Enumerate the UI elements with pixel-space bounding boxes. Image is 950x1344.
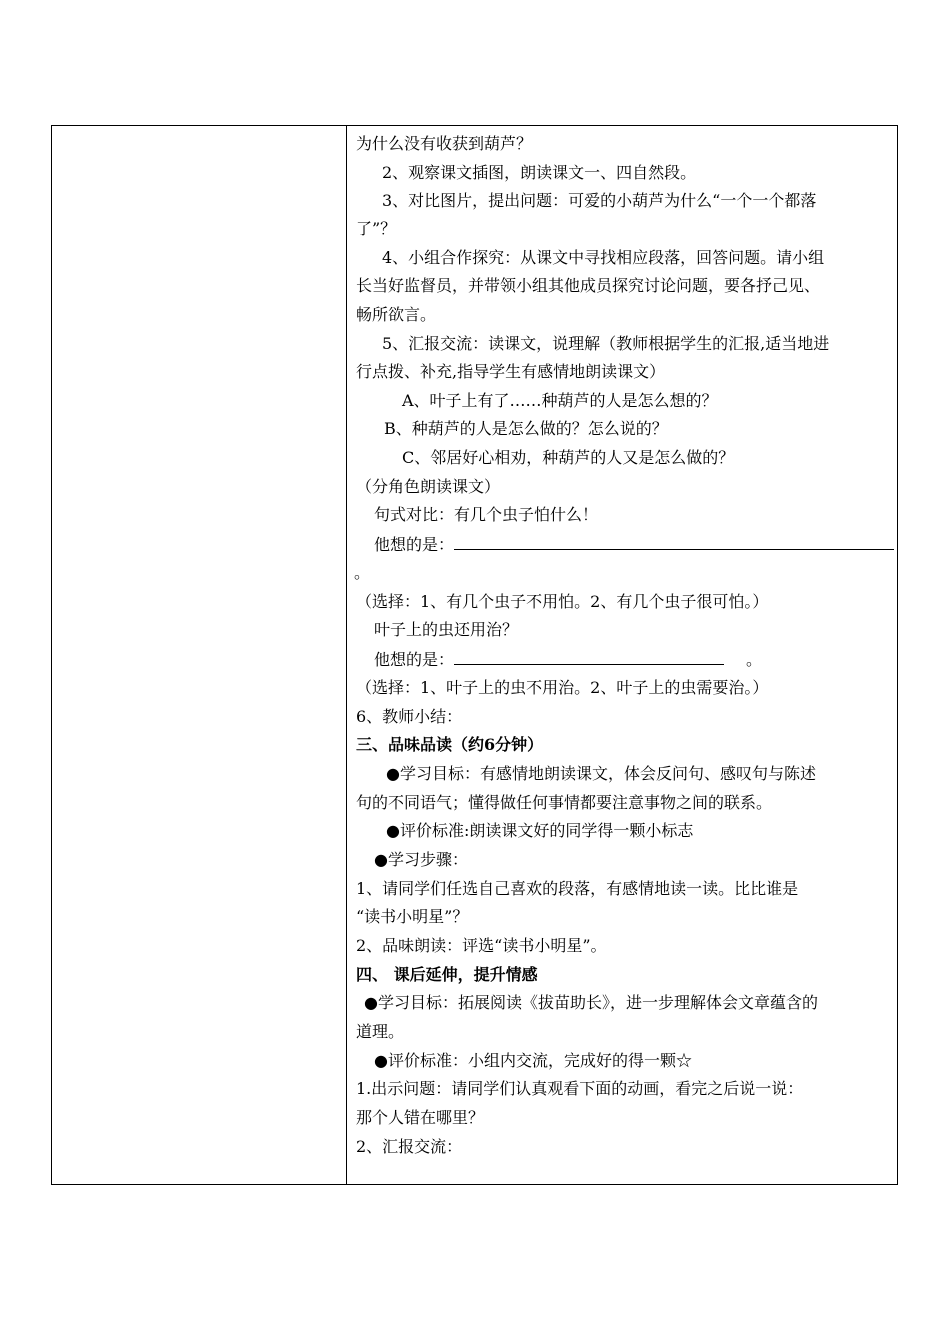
text-line: ●学习目标：拓展阅读《拔苗助长》，进一步理解体会文章蕴含的: [364, 993, 818, 1012]
text-line: 2、品味朗读：评选“读书小明星”。: [356, 936, 607, 955]
prompt-label: 他想的是：: [374, 535, 455, 554]
text-line: “读书小明星”？: [356, 907, 469, 926]
text-line: 1.出示问题：请同学们认真观看下面的动画，看完之后说一说：: [356, 1079, 804, 1098]
text-line: 为什么没有收获到葫芦？: [356, 134, 533, 153]
text-line: 行点拨、补充,指导学生有感情地朗读课文）: [356, 362, 666, 381]
section-heading: 三、品味品读（约6分钟）: [356, 735, 544, 754]
text-line: （选择：1、有几个虫子不用怕。2、有几个虫子很可怕。）: [356, 592, 769, 611]
text-line: 长当好监督员，并带领小组其他成员探究讨论问题，要各抒己见、: [356, 276, 821, 295]
text-line: A、叶子上有了……种葫芦的人是怎么想的？: [402, 391, 718, 410]
text-line: 了”？: [356, 219, 397, 238]
text-line: 道理。: [356, 1022, 405, 1041]
text-line: C、邻居好心相劝，种葫芦的人又是怎么做的？: [402, 448, 735, 467]
text-line: [374, 649, 762, 670]
text-line: 1、请同学们任选自己喜欢的段落，有感情地读一读。比比谁是: [356, 879, 799, 898]
text-line: [374, 534, 894, 555]
period: 。: [746, 650, 763, 669]
text-line: 3、对比图片，提出问题：可爱的小葫芦为什么“一个一个都落: [382, 191, 817, 210]
text-line: ●学习步骤：: [374, 850, 468, 869]
text-line: ●评价标准：小组内交流，完成好的得一颗☆: [374, 1051, 692, 1070]
text-line: 2、观察课文插图，朗读课文一、四自然段。: [382, 163, 697, 182]
text-line: ●评价标准:朗读课文好的同学得一颗小标志: [386, 821, 694, 840]
text-line: ●学习目标：有感情地朗读课文，体会反问句、感叹句与陈述: [386, 764, 816, 783]
left-column-cell: [52, 126, 347, 1184]
text-line: 畅所欲言。: [356, 305, 437, 324]
text-line: （分角色朗读课文）: [356, 477, 501, 496]
answer-blank: [454, 649, 724, 665]
text-line: （选择：1、叶子上的虫不用治。2、叶子上的虫需要治。）: [356, 678, 769, 697]
text-line: 5、汇报交流：读课文，说理解（教师根据学生的汇报,适当地进: [382, 334, 830, 353]
text-line: 6、教师小结：: [356, 707, 463, 726]
right-column-cell: [347, 126, 897, 1184]
text-line: 。: [354, 563, 371, 582]
text-line: 4、小组合作探究：从课文中寻找相应段落，回答问题。请小组: [382, 248, 825, 267]
answer-blank: [454, 534, 894, 550]
text-line: 叶子上的虫还用治？: [374, 620, 519, 639]
text-line: 2、汇报交流：: [356, 1137, 463, 1156]
text-line: 那个人错在哪里？: [356, 1108, 485, 1127]
lesson-table: [51, 125, 898, 1185]
section-heading: 四、 课后延伸，提升情感: [356, 965, 538, 984]
text-line: 句式对比：有几个虫子怕什么！: [374, 505, 599, 524]
text-line: B、种葫芦的人是怎么做的？怎么说的？: [384, 419, 668, 438]
text-line: 句的不同语气；懂得做任何事情都要注意事物之间的联系。: [356, 793, 773, 812]
prompt-label: 他想的是：: [374, 650, 455, 669]
